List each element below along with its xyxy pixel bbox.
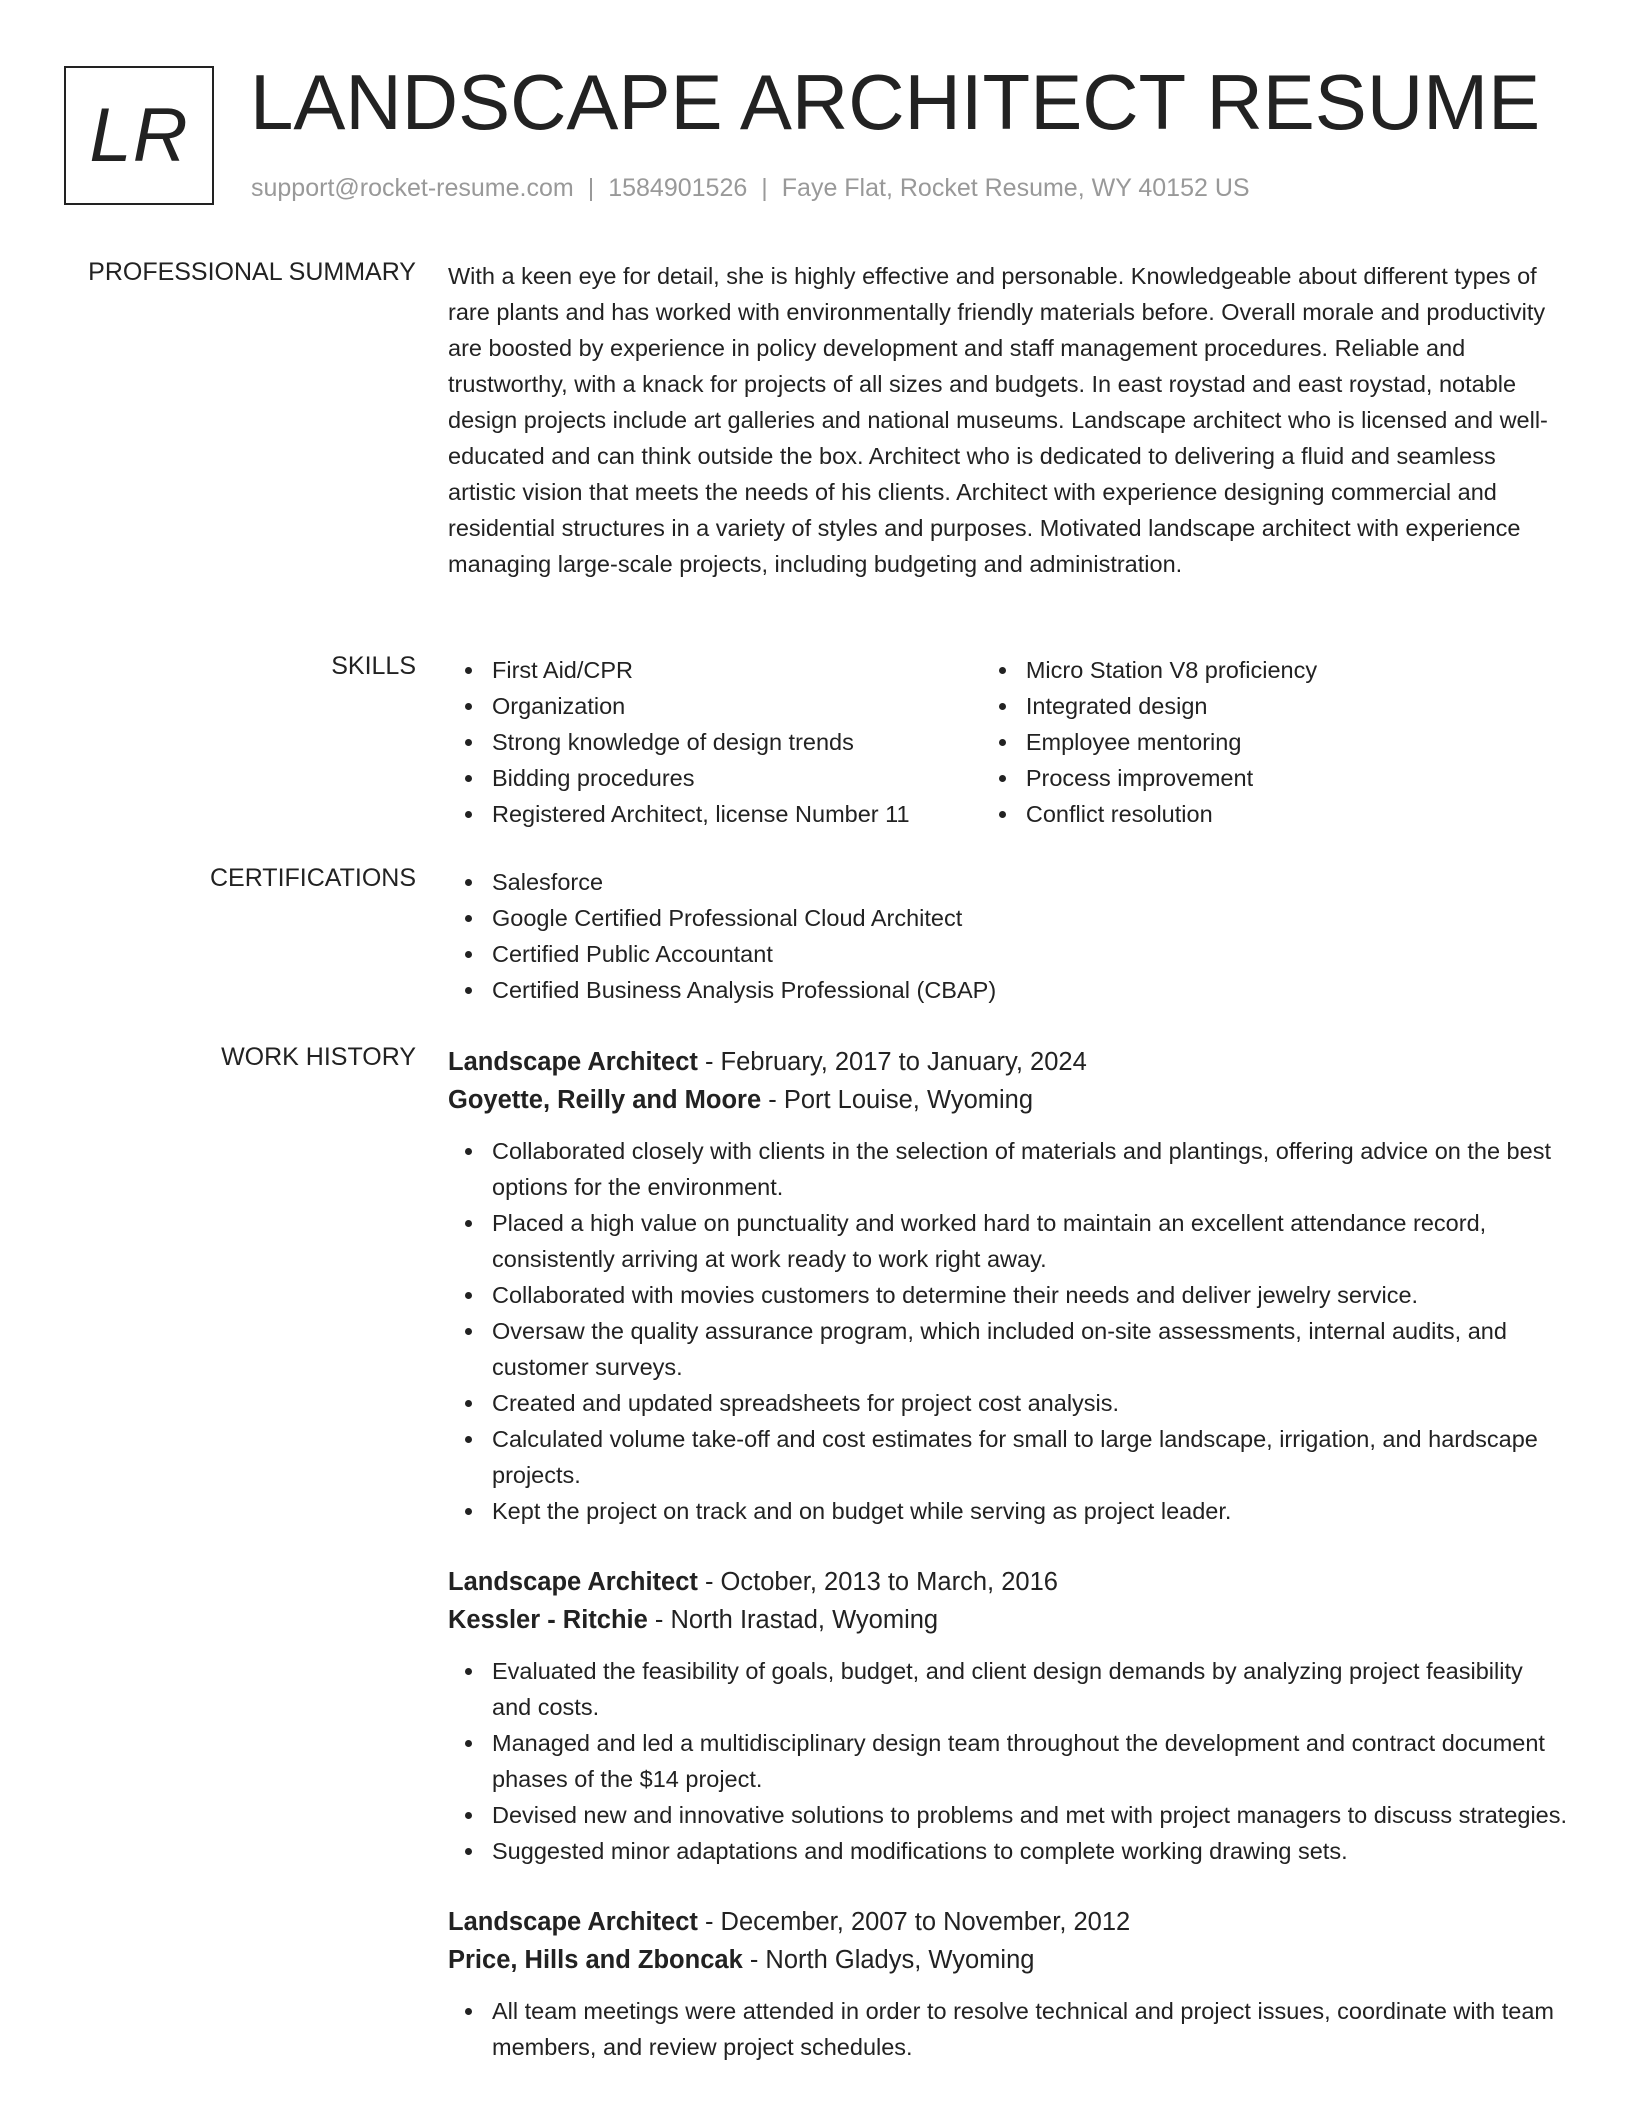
- job-duties-list: [448, 1993, 1568, 2065]
- job-entry: [448, 1903, 1568, 2065]
- job-duty: Managed and led a multidisciplinary design team throughout the development and contract document phases of the $14 project.: [492, 1725, 1568, 1797]
- skills-list-left: [448, 652, 982, 832]
- section-heading-summary: PROFESSIONAL SUMMARY: [88, 258, 416, 286]
- skill-item: Employee mentoring: [1026, 724, 1568, 760]
- job-dates: - February, 2017 to January, 2024: [697, 1048, 1087, 1076]
- section-heading-work-history: WORK HISTORY: [221, 1043, 416, 1071]
- job-duties-list: [448, 1133, 1568, 1529]
- section-heading-certifications: CERTIFICATIONS: [209, 864, 416, 892]
- job-title: Landscape Architect: [448, 1908, 698, 1936]
- job-duty: Evaluated the feasibility of goals, budget, and client design demands by analyzing project feasibility and costs.: [492, 1653, 1568, 1725]
- summary-text: With a keen eye for detail, she is highly effective and personable. Knowledgeable about different types of rare plants and has worked with environmentally friendly materials before. Overall morale and productivity are boosted by experience in policy development and staff management procedures. Reliable and trustworthy, with a knack for projects of all sizes and budgets. In east roystad and east roystad, notable design projects include art galleries and national museums. Landscape architect who is licensed and well-educated and can think outside the box. Architect who is dedicated to delivering a fluid and seamless artistic vision that meets the needs of his clients. Architect with experience designing commercial and residential structures in a variety of styles and purposes. Motivated landscape architect with experience managing large-scale projects, including budgeting and administration.: [448, 263, 1548, 577]
- job-duty: Collaborated with movies customers to determine their needs and deliver jewelry service.: [492, 1277, 1568, 1313]
- job-duty: Devised new and innovative solutions to problems and met with project managers to discuss strategies.: [492, 1797, 1568, 1833]
- job-title-line: [448, 1903, 1568, 1941]
- certification-item: Certified Business Analysis Professional (CBAP): [492, 972, 1568, 1008]
- job-duties-list: [448, 1653, 1568, 1869]
- contact-separator: |: [587, 174, 595, 202]
- skill-item: First Aid/CPR: [492, 652, 982, 688]
- job-duty: Oversaw the quality assurance program, which included on-site assessments, internal audits, and customer surveys.: [492, 1313, 1568, 1385]
- job-company-line: [448, 1601, 1568, 1639]
- job-dates: - December, 2007 to November, 2012: [697, 1908, 1131, 1936]
- contact-email: support@rocket-resume.com: [251, 174, 574, 202]
- skill-item: Registered Architect, license Number 11: [492, 796, 982, 832]
- job-duty: Suggested minor adaptations and modifications to complete working drawing sets.: [492, 1833, 1568, 1869]
- job-entry: [448, 1043, 1568, 1529]
- section-heading-skills: SKILLS: [331, 652, 416, 680]
- job-location: - North Gladys, Wyoming: [742, 1946, 1035, 1974]
- job-dates: - October, 2013 to March, 2016: [697, 1568, 1058, 1596]
- job-duty: Calculated volume take-off and cost estimates for small to large landscape, irrigation, and hardscape projects.: [492, 1421, 1568, 1493]
- contact-address: Faye Flat, Rocket Resume, WY 40152 US: [781, 174, 1250, 202]
- job-duty: Created and updated spreadsheets for project cost analysis.: [492, 1385, 1568, 1421]
- job-title-line: [448, 1563, 1568, 1601]
- job-location: - Port Louise, Wyoming: [761, 1086, 1034, 1114]
- job-duty: Placed a high value on punctuality and worked hard to maintain an excellent attendance record, consistently arriving at work ready to work right away.: [492, 1205, 1568, 1277]
- skill-item: Strong knowledge of design trends: [492, 724, 982, 760]
- job-title: Landscape Architect: [448, 1048, 698, 1076]
- skill-item: Micro Station V8 proficiency: [1026, 652, 1568, 688]
- skill-item: Bidding procedures: [492, 760, 982, 796]
- job-company: Kessler - Ritchie: [448, 1606, 648, 1634]
- contact-line: [251, 174, 1250, 203]
- skill-item: Integrated design: [1026, 688, 1568, 724]
- job-company-line: [448, 1941, 1568, 1979]
- skills-list-right: [982, 652, 1568, 832]
- job-duty: Kept the project on track and on budget while serving as project leader.: [492, 1493, 1568, 1529]
- contact-separator: |: [761, 174, 768, 202]
- job-company-line: [448, 1081, 1568, 1119]
- skill-item: Process improvement: [1026, 760, 1568, 796]
- job-entry: [448, 1563, 1568, 1869]
- resume-header: [64, 58, 1564, 214]
- job-duty: All team meetings were attended in order to resolve technical and project issues, coordinate with team members, and review project schedules.: [492, 1993, 1568, 2065]
- monogram-logo: LR: [64, 66, 214, 205]
- job-duty: Collaborated closely with clients in the selection of materials and plantings, offering advice on the best options for the environment.: [492, 1133, 1568, 1205]
- job-company: Goyette, Reilly and Moore: [448, 1086, 762, 1114]
- job-title-line: [448, 1043, 1568, 1081]
- certification-item: Salesforce: [492, 864, 1568, 900]
- resume-title: LANDSCAPE ARCHITECT RESUME: [250, 58, 1541, 146]
- job-company: Price, Hills and Zboncak: [448, 1946, 743, 1974]
- job-title: Landscape Architect: [448, 1568, 698, 1596]
- certifications-list: [448, 864, 1568, 1008]
- job-location: - North Irastad, Wyoming: [647, 1606, 939, 1634]
- certification-item: Certified Public Accountant: [492, 936, 1568, 972]
- skill-item: Organization: [492, 688, 982, 724]
- contact-phone: 1584901526: [608, 174, 748, 202]
- certification-item: Google Certified Professional Cloud Architect: [492, 900, 1568, 936]
- skill-item: Conflict resolution: [1026, 796, 1568, 832]
